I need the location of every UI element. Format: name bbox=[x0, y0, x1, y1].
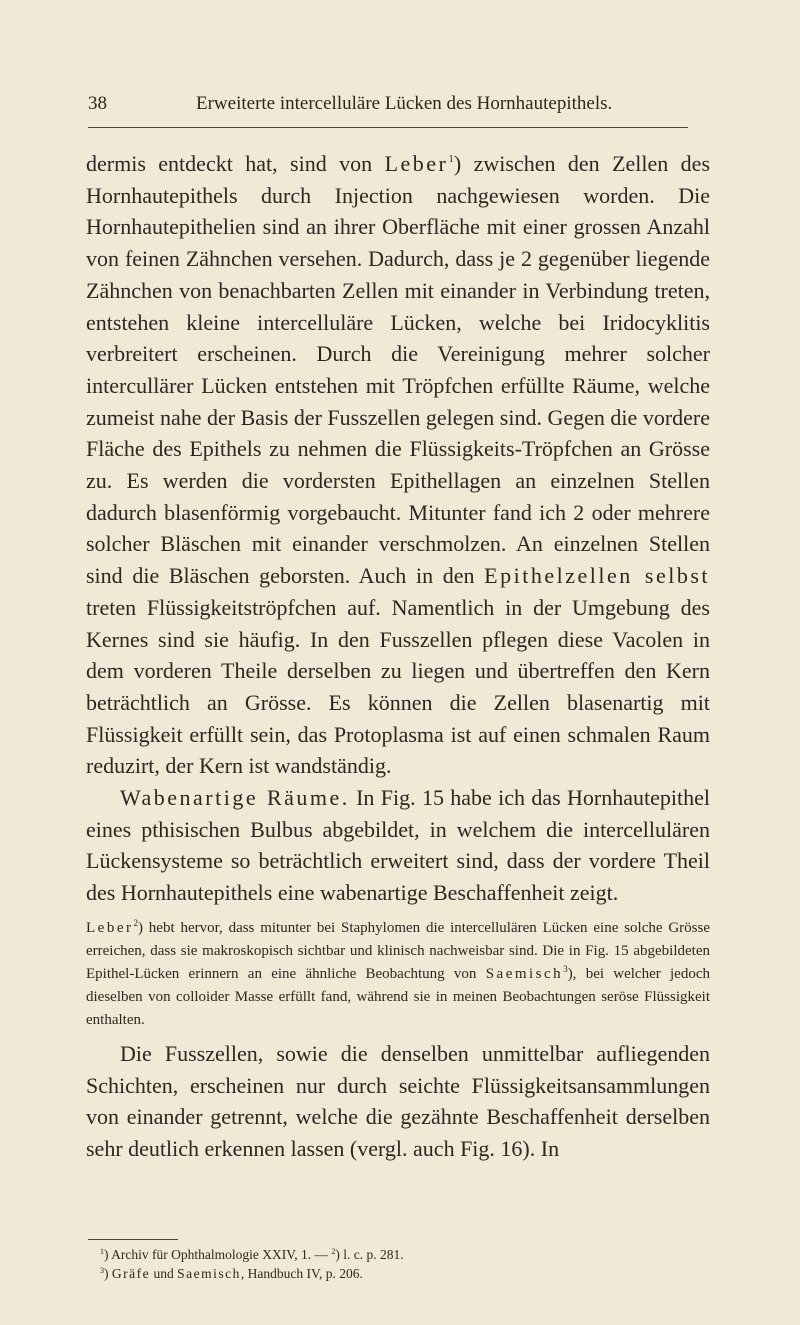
spaced-emphasis: Epithelzellen selbst bbox=[484, 563, 711, 589]
footnote-1-text: ) Archiv für Ophthalmologie XXIV, 1. — bbox=[104, 1247, 332, 1262]
text-run: ) zwischen den Zellen des Hornhautepithels durch Injection nachgewiesen worden. Die Hornhautepithelien sind an ihrer Oberfläche mit einer grossen Anzahl von feinen Zähnchen versehen. Dadurch, dass je 2 gegenüber liegende Zähnchen von benachbarten Zellen mit einander in Verbindung treten, entstehen kleine intercelluläre Lücken, welche bei Iridocyklitis verbreitert erscheinen. Durch die Vereinigung mehrer solcher intercullärer Lücken entstehen mit Tröpfchen erfüllte Räume, welche zumeist nahe der Basis der Fusszellen gelegen sind. Gegen die vordere Fläche des Epithels zu nehmen die Flüssigkeits-Tröpfchen an Grösse zu. Es werden die vordersten Epithellagen an einzelnen Stellen dadurch blasenförmig vorgebaucht. Mitunter fand ich 2 oder mehrere solcher Bläschen mit einander verschmolzen. An einzelnen Stellen sind die Bläschen geborsten. Auch in den bbox=[86, 151, 711, 589]
paragraph-3-small bbox=[86, 917, 710, 1032]
footnote-mark-1: 1 bbox=[100, 1247, 104, 1256]
footnote-ref-2: 2 bbox=[133, 917, 138, 928]
section-heading-wabenartige-raeume: Wabenartige Räume. bbox=[120, 785, 350, 811]
footnote-mark-3: 3 bbox=[100, 1266, 104, 1275]
footnote-3-text: und bbox=[150, 1266, 178, 1281]
header-rule bbox=[88, 127, 688, 128]
text-run: dermis entdeckt hat, sind von bbox=[86, 151, 385, 176]
footnote-ref-1: 1 bbox=[448, 153, 454, 165]
author-name-leber: Leber bbox=[86, 919, 134, 936]
footnote-author-saemisch: Saemisch bbox=[177, 1266, 241, 1281]
footnote-ref-3: 3 bbox=[563, 963, 568, 974]
footnote-author-graefe: Gräfe bbox=[111, 1266, 151, 1281]
footnotes bbox=[100, 1245, 700, 1283]
text-run: In Fig. 15 habe ich das Hornhautepithel eines pthisischen Bulbus abgebildet, in welchem die intercellulären Lückensysteme so beträchtlich erweitert sind, dass der vordere Theil des Hornhautepithels eine wabenartige Beschaffenheit zeigt. bbox=[86, 785, 710, 906]
footnote-line-1 bbox=[100, 1245, 700, 1264]
text-run: Die Fusszellen, sowie die denselben unmittelbar aufliegenden Schichten, erscheinen nur durch seichte Flüssigkeitsansammlungen von einander getrennt, welche die gezähnte Beschaffenheit derselben sehr deutlich erkennen lassen (vergl. auch Fig. 16). In bbox=[86, 1040, 710, 1161]
footnote-mark-2: 2 bbox=[331, 1247, 336, 1256]
author-name-leber: Leber bbox=[384, 151, 449, 176]
running-head bbox=[88, 93, 688, 115]
text-run: ), bei welcher jedoch dieselben von colloider Masse erfüllt fand, während sie in meinen Beobachtungen seröse Flüssigkeit enthalten. bbox=[86, 965, 710, 1028]
paragraph-4 bbox=[86, 1038, 710, 1165]
footnote-2-text: ) l. c. p. 281. bbox=[335, 1247, 404, 1262]
footnote-3-text: , Handbuch IV, p. 206. bbox=[240, 1266, 363, 1281]
paragraph-1 bbox=[86, 148, 710, 782]
author-name-saemisch: Saemisch bbox=[485, 965, 564, 982]
paragraph-2 bbox=[86, 782, 710, 909]
footnote-line-2 bbox=[100, 1264, 700, 1283]
text-run: treten Flüssigkeitströpfchen auf. Namentlich in der Umgebung des Kernes sind sie häufig. In den Fusszellen pflegen diese Vacolen in dem vorderen Theile derselben zu liegen und übertreffen den Kern beträchtlich an Grösse. Es können die Zellen blasenartig mit Flüssigkeit erfüllt sein, das Protoplasma ist auf einen schmalen Raum reduzirt, der Kern ist wandständig. bbox=[86, 594, 710, 779]
body-text bbox=[86, 148, 710, 1165]
footnote-3-text: ) bbox=[104, 1266, 112, 1281]
text-run: ) hebt hervor, dass mitunter bei Staphylomen die intercellulären Lücken eine solche Grösse erreichen, dass sie makroskopisch sichtbar und klinisch nachweisbar sind. Die in Fig. 15 abgebildeten Epithel-Lücken erinnern an eine ähnliche Beobachtung von bbox=[86, 919, 710, 982]
running-title: Erweiterte intercelluläre Lücken des Hornhautepithels. bbox=[196, 93, 613, 114]
page-number: 38 bbox=[88, 93, 107, 114]
footnote-rule bbox=[88, 1239, 178, 1240]
